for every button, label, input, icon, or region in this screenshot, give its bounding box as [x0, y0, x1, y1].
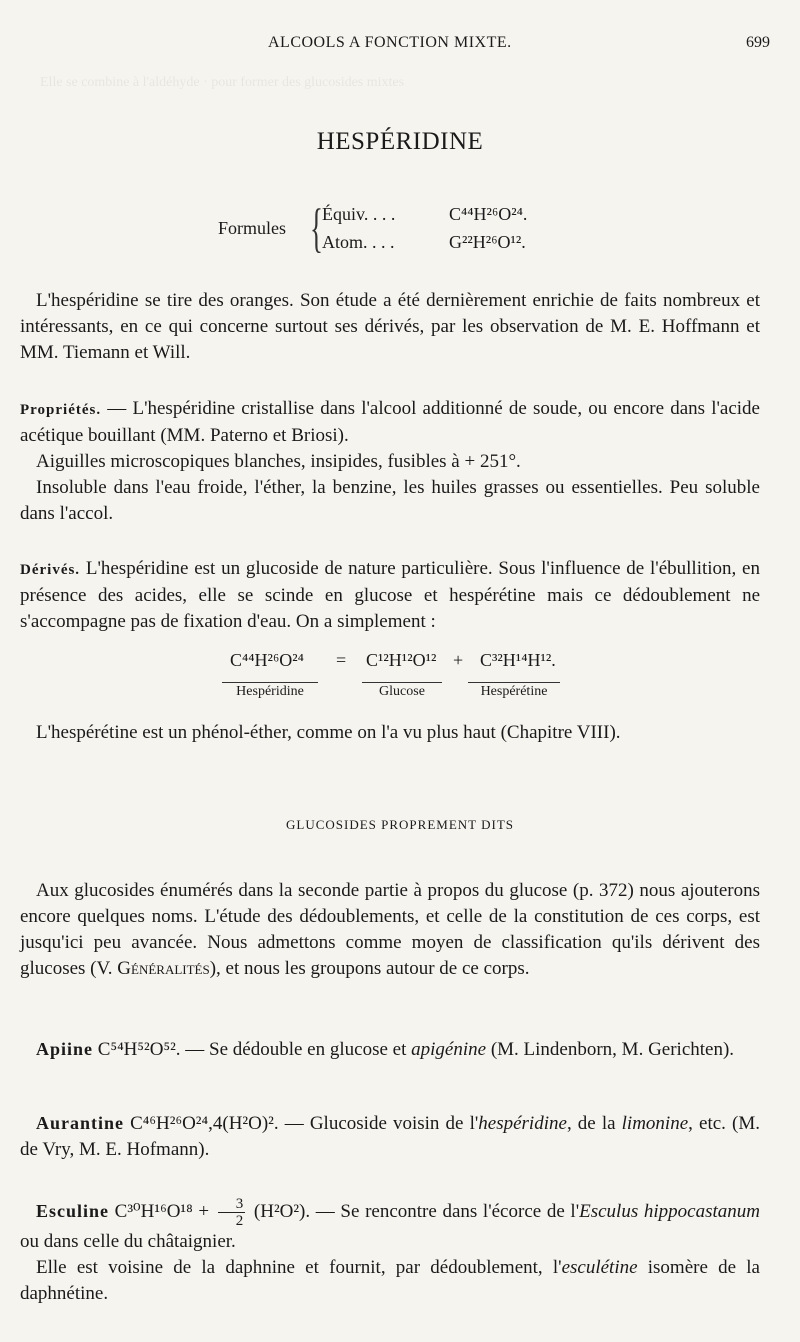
- aurantine-text: [20, 1110, 760, 1163]
- esculine-italic: Esculus hippocastanum: [579, 1200, 760, 1222]
- aurantine-italic2: limonine: [621, 1113, 689, 1134]
- fraction-denominator: 2: [235, 1213, 244, 1229]
- label-hesperetine: Hespérétine: [468, 682, 560, 700]
- aurantine-paragraph: [20, 1110, 760, 1163]
- glucosides-tail: ), et nous les groupons autour de ce corps.: [209, 958, 530, 979]
- equiv-label: Équiv. . . .: [322, 204, 396, 224]
- aurantine-body: — Glucoside voisin de l': [284, 1113, 479, 1134]
- fraction-numerator: 3: [218, 1196, 246, 1213]
- esculine-formula2: (H²O²).: [248, 1200, 316, 1222]
- ether-paragraph: [20, 720, 760, 746]
- esculine-fraction: [218, 1196, 246, 1229]
- esculine-text: [20, 1196, 760, 1255]
- properties-paragraph: [20, 396, 760, 527]
- apiine-tail: (M. Lindenborn, M. Gerichten).: [486, 1039, 735, 1060]
- equation-term2: C³²H¹⁴H¹².: [480, 650, 556, 670]
- apiine-paragraph: [20, 1036, 760, 1063]
- atom-value: G²²H²⁶O¹².: [449, 232, 526, 252]
- aurantine-mid: , de la: [566, 1113, 622, 1134]
- derives-body: L'hespéridine est un glucoside de nature particulière. Sous l'influence de l'ébullition, en présence des acides, elle se scinde en glucose et hespérétine mais ce dédoublement ne s'accompagne pas de fixation d'eau. On a simplement :: [20, 558, 760, 632]
- apiine-formula: C⁵⁴H⁵²O⁵².: [93, 1039, 186, 1060]
- properties-body: — L'hespéridine cristallise dans l'alcool additionné de soude, ou encore dans l'acide acétique bouillant (MM. Paterno et Briosi).: [20, 398, 760, 446]
- aurantine-formula: C⁴⁶H²⁶O²⁴,4(H²O)².: [124, 1113, 285, 1134]
- running-header: ALCOOLS A FONCTION MIXTE.: [268, 34, 512, 51]
- esculine-line2: [20, 1255, 760, 1307]
- esculine-paragraph: [20, 1196, 760, 1307]
- derives-text: [20, 556, 760, 635]
- esculine-line2-italic: esculétine: [561, 1257, 638, 1278]
- glucosides-paragraph: [20, 878, 760, 982]
- subsection-heading: GLUCOSIDES PROPREMENT DITS: [285, 817, 514, 832]
- formula-equiv-row: [322, 200, 528, 228]
- formulas-label: Formules: [218, 218, 287, 238]
- glucosides-smallcaps: Généralités: [117, 958, 210, 979]
- derives-paragraph: [20, 556, 760, 635]
- ether-line: L'hespérétine est un phénol-éther, comme on l'a vu plus haut (Chapitre VIII).: [36, 722, 621, 743]
- apiine-text: [20, 1036, 760, 1063]
- apiine-body: — Se dédouble en glucose et: [185, 1039, 412, 1060]
- intro-text: L'hespéridine se tire des oranges. Son étude a été dernièrement enrichie de faits nombreux et intéressants, en ce qui concerne surtout ses dérivés, par les observation de M. E. Hoffmann et MM. Tiemann et Will.: [20, 290, 760, 363]
- esculine-tail: ou dans celle du châtaignier.: [20, 1231, 236, 1252]
- equiv-value: C⁴⁴H²⁶O²⁴.: [449, 204, 528, 224]
- label-hesperidine: Hespéridine: [222, 682, 318, 700]
- esculine-lead: Esculine: [36, 1200, 110, 1221]
- glucosides-text: [20, 878, 760, 982]
- esculine-line2-b: isomère de la daphnétine.: [20, 1257, 760, 1304]
- brace-glyph: {: [310, 198, 323, 258]
- apiine-lead: Apiine: [36, 1039, 94, 1059]
- equation-plus: +: [453, 650, 464, 670]
- section-title: HESPÉRIDINE: [316, 128, 484, 155]
- aurantine-italic1: hespéridine: [478, 1113, 567, 1134]
- properties-text: [20, 396, 760, 449]
- equation-lhs: C⁴⁴H²⁶O²⁴: [230, 650, 304, 670]
- page-number: 699: [746, 34, 770, 51]
- properties-line3: Insoluble dans l'eau froide, l'éther, la benzine, les huiles grasses ou essentielles. Peu soluble dans l'accol.: [20, 477, 760, 524]
- aurantine-lead: Aurantine: [36, 1113, 125, 1133]
- esculine-line2-a: Elle est voisine de la daphnine et fournit, par dédoublement, l': [36, 1257, 562, 1278]
- formula-atom-row: [322, 228, 526, 256]
- properties-lead: Propriétés.: [20, 402, 102, 418]
- intro-paragraph: [20, 288, 760, 366]
- aurantine-tail: , etc. (M. de Vry, M. E. Hofmann).: [20, 1113, 760, 1160]
- glucosides-body: Aux glucosides énumérés dans la seconde partie à propos du glucose (p. 372) nous ajouterons encore quelques noms. L'étude des dédoublements, et celle de la constitution de ces corps, est jusqu'ici peu avancée. Nous admettons comme moyen de classification qu'ils dérivent des glucoses (V.: [20, 880, 760, 979]
- bleed-through: Elle se combine à l'aldéhyde · pour former des glucosides mixtes: [40, 75, 405, 90]
- apiine-italic: apigénine: [411, 1039, 487, 1060]
- equation-term1: C¹²H¹²O¹²: [366, 650, 437, 670]
- label-glucose: Glucose: [362, 682, 442, 700]
- properties-line2: Aiguilles microscopiques blanches, insipides, fusibles à + 251°.: [36, 451, 521, 472]
- atom-label: Atom. . . .: [322, 232, 395, 252]
- esculine-body: — Se rencontre dans l'écorce de l': [315, 1200, 580, 1222]
- equation-equals: =: [336, 650, 347, 670]
- esculine-formula: C³⁰H¹⁶O¹⁸ +: [109, 1200, 215, 1222]
- derives-lead: Dérivés.: [20, 562, 81, 578]
